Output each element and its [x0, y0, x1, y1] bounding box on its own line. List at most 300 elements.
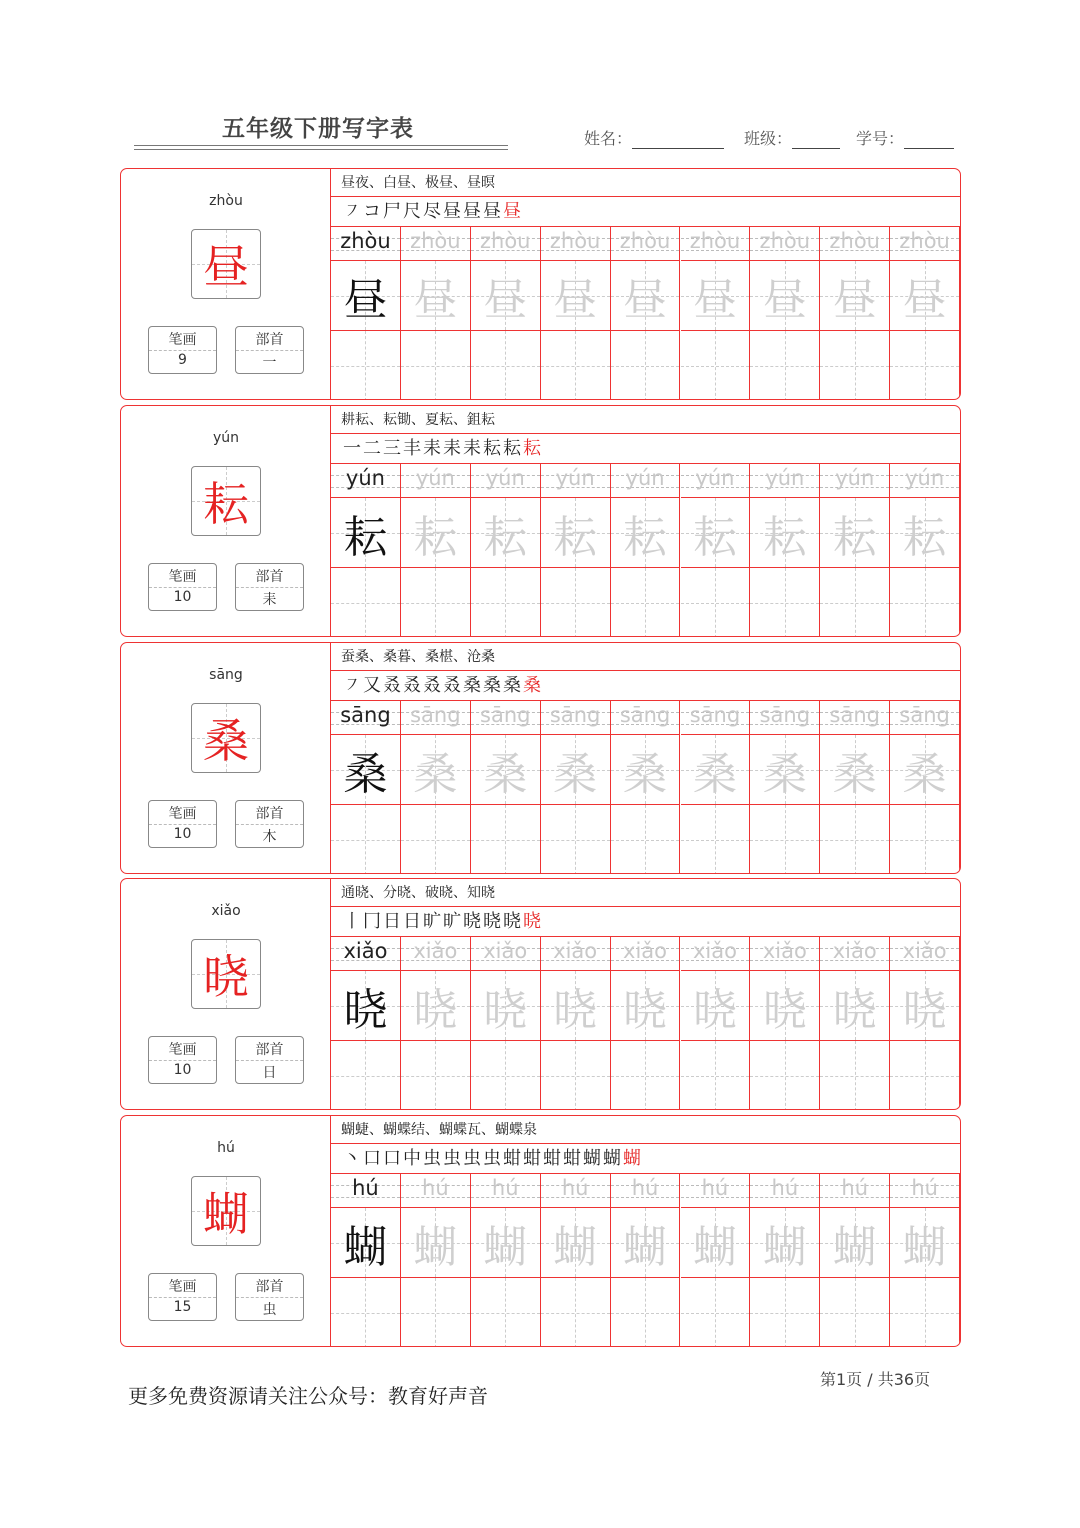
char-cell[interactable]	[820, 971, 890, 1041]
blank-practice-cell[interactable]	[541, 568, 611, 637]
pinyin-cell[interactable]	[890, 464, 960, 498]
stroke-count-label: 笔画	[149, 1276, 216, 1298]
pinyin-cell[interactable]	[401, 1174, 471, 1208]
char-trace: 蝴	[692, 1221, 737, 1273]
stroke-step: 蚶	[543, 1148, 563, 1169]
pinyin-trace: sāng	[410, 703, 461, 727]
blank-practice-cell[interactable]	[820, 1041, 890, 1110]
character-card	[120, 642, 961, 874]
char-cell[interactable]	[471, 261, 541, 331]
char-cell[interactable]	[820, 735, 890, 805]
pinyin-trace: xiǎo	[413, 939, 458, 963]
model-char-box	[191, 466, 261, 536]
stroke-step: 昼	[463, 201, 483, 222]
char-cell[interactable]	[750, 735, 820, 805]
blank-practice-cell[interactable]	[681, 1278, 751, 1347]
pinyin-cell[interactable]	[541, 464, 611, 498]
pinyin-trace: sāng	[480, 703, 531, 727]
pinyin-trace: xiǎo	[762, 939, 807, 963]
pinyin-cell[interactable]	[750, 464, 820, 498]
char-cell[interactable]	[890, 735, 960, 805]
char-trace: 晓	[623, 984, 668, 1036]
blank-practice-cell[interactable]	[681, 568, 751, 637]
character-card	[120, 405, 961, 637]
stroke-step: 三	[383, 438, 403, 459]
stroke-count-value: 15	[173, 1299, 192, 1315]
pinyin-cell[interactable]	[331, 701, 401, 735]
pinyin-cell[interactable]	[471, 701, 541, 735]
pinyin-cell[interactable]	[820, 937, 890, 971]
blank-practice-cell[interactable]	[471, 331, 541, 400]
stroke-step: 口	[363, 1148, 383, 1169]
stroke-step: 耘	[483, 438, 503, 459]
pinyin-trace: hú	[491, 1176, 519, 1200]
stroke-count-box	[148, 800, 217, 848]
char-cell[interactable]	[750, 971, 820, 1041]
stroke-step: 尺	[403, 201, 423, 222]
character-card	[120, 168, 961, 400]
pinyin-trace: yún	[345, 466, 385, 490]
char-cell[interactable]	[401, 971, 471, 1041]
char-trace: 晓	[413, 984, 458, 1036]
radical-label: 部首	[236, 1276, 303, 1298]
blank-practice-cell[interactable]	[401, 805, 471, 874]
char-cell[interactable]	[681, 971, 751, 1041]
blank-practice-cell[interactable]	[611, 568, 681, 637]
blank-practice-cell[interactable]	[750, 1278, 820, 1347]
stroke-step: 丨	[343, 911, 363, 932]
pinyin-cell[interactable]	[331, 464, 401, 498]
stroke-step: 晓	[483, 911, 503, 932]
practice-panel	[331, 879, 961, 1109]
char-trace: 晓	[553, 984, 598, 1036]
pinyin-cell[interactable]	[401, 937, 471, 971]
class-blank[interactable]	[792, 129, 840, 149]
stroke-step: 二	[363, 438, 383, 459]
pinyin-cell[interactable]	[331, 937, 401, 971]
pinyin-trace: zhòu	[899, 229, 950, 253]
pinyin-cell[interactable]	[681, 464, 751, 498]
char-cell[interactable]	[820, 1208, 890, 1278]
char-cell[interactable]	[401, 261, 471, 331]
pinyin-trace: hú	[771, 1176, 799, 1200]
pinyin-cell[interactable]	[611, 464, 681, 498]
pinyin-trace: zhòu	[340, 229, 391, 253]
char-cell[interactable]	[401, 498, 471, 568]
student-id-field[interactable]	[856, 126, 954, 149]
blank-practice-cell[interactable]	[820, 568, 890, 637]
practice-grid	[331, 464, 961, 637]
char-cell[interactable]	[331, 971, 401, 1041]
char-trace: 桑	[343, 748, 388, 800]
blank-practice-cell[interactable]	[471, 1041, 541, 1110]
radical-value: 木	[262, 829, 277, 845]
stroke-step: 晓	[503, 911, 523, 932]
pinyin-cell[interactable]	[681, 937, 751, 971]
stroke-step: 蝴	[583, 1148, 603, 1169]
char-trace: 蝴	[762, 1221, 807, 1273]
pinyin-cell[interactable]	[750, 227, 820, 261]
stroke-step: 蚶	[523, 1148, 543, 1169]
stroke-step: 昼	[503, 201, 523, 222]
blank-practice-cell[interactable]	[331, 805, 401, 874]
stroke-step: 旷	[443, 911, 463, 932]
model-char-box	[191, 703, 261, 773]
radical-value: 一	[262, 355, 277, 371]
stroke-step: 耘	[503, 438, 523, 459]
char-cell[interactable]	[750, 1208, 820, 1278]
model-char: 耘	[203, 477, 249, 531]
char-cell[interactable]	[541, 261, 611, 331]
stroke-step: 叒	[423, 675, 443, 696]
char-trace: 昼	[623, 274, 668, 326]
radical-box	[235, 563, 304, 611]
char-cell[interactable]	[890, 498, 960, 568]
char-cell[interactable]	[331, 1208, 401, 1278]
character-card	[120, 878, 961, 1110]
blank-practice-cell[interactable]	[681, 1041, 751, 1110]
pinyin-trace: sāng	[689, 703, 741, 727]
char-trace: 昼	[553, 274, 598, 326]
blank-practice-cell[interactable]	[890, 568, 960, 637]
pinyin-cell[interactable]	[541, 937, 611, 971]
stroke-step: 叒	[403, 675, 423, 696]
char-cell[interactable]	[750, 261, 820, 331]
char-info-panel	[121, 879, 331, 1109]
char-cell[interactable]	[890, 261, 960, 331]
stroke-step: 耘	[523, 438, 543, 459]
pinyin-cell[interactable]	[820, 701, 890, 735]
pinyin-trace: xiǎo	[343, 939, 388, 963]
char-cell[interactable]	[681, 1208, 751, 1278]
pinyin-trace: zhòu	[549, 229, 601, 253]
char-cell[interactable]	[611, 498, 681, 568]
char-cell[interactable]	[611, 735, 681, 805]
char-cell[interactable]	[681, 261, 751, 331]
char-trace: 耘	[692, 511, 737, 563]
pinyin-trace: sāng	[549, 703, 601, 727]
pinyin-label: yún	[212, 430, 240, 446]
char-trace: 耘	[413, 511, 458, 563]
pinyin-trace: zhòu	[759, 229, 811, 253]
stroke-step: 叒	[443, 675, 463, 696]
name-label: 姓名：	[584, 129, 633, 148]
pinyin-trace: yún	[625, 466, 665, 490]
pinyin-cell[interactable]	[820, 1174, 890, 1208]
pinyin-label: zhòu	[209, 193, 243, 209]
stroke-count-value: 10	[173, 1062, 192, 1078]
pinyin-cell[interactable]	[820, 227, 890, 261]
stroke-step: 蚶	[563, 1148, 583, 1169]
char-trace: 桑	[413, 748, 458, 800]
pinyin-trace: zhòu	[619, 229, 671, 253]
char-cell[interactable]	[471, 498, 541, 568]
char-trace: 昼	[902, 274, 947, 326]
blank-practice-cell[interactable]	[820, 805, 890, 874]
stroke-order	[331, 1144, 961, 1174]
blank-practice-cell[interactable]	[401, 1278, 471, 1347]
blank-practice-cell[interactable]	[611, 805, 681, 874]
blank-practice-cell[interactable]	[611, 1278, 681, 1347]
pinyin-cell[interactable]	[750, 701, 820, 735]
pinyin-trace: sāng	[619, 703, 671, 727]
char-trace: 晓	[902, 984, 947, 1036]
pinyin-cell[interactable]	[541, 227, 611, 261]
model-char: 晓	[203, 950, 249, 1004]
stroke-step: 尸	[383, 201, 403, 222]
char-cell[interactable]	[331, 735, 401, 805]
char-trace: 耘	[483, 511, 528, 563]
char-cell[interactable]	[611, 1208, 681, 1278]
char-cell[interactable]	[681, 735, 751, 805]
char-trace: 桑	[902, 748, 947, 800]
pinyin-cell[interactable]	[681, 701, 751, 735]
char-cell[interactable]	[750, 498, 820, 568]
pinyin-cell[interactable]	[820, 464, 890, 498]
pinyin-cell[interactable]	[890, 701, 960, 735]
stroke-count-label: 笔画	[149, 803, 216, 825]
char-cell[interactable]	[401, 1208, 471, 1278]
blank-practice-cell[interactable]	[890, 331, 960, 400]
model-char: 昼	[203, 240, 249, 294]
blank-practice-cell[interactable]	[541, 1278, 611, 1347]
stroke-step: ㇇	[343, 201, 363, 222]
id-blank[interactable]	[904, 129, 954, 149]
word-list: 耕耘、耘锄、夏耘、鉏耘	[331, 406, 961, 434]
blank-practice-cell[interactable]	[681, 331, 751, 400]
char-cell[interactable]	[471, 971, 541, 1041]
pinyin-trace: yún	[555, 466, 595, 490]
blank-practice-cell[interactable]	[471, 1278, 541, 1347]
model-char-box	[191, 229, 261, 299]
radical-box	[235, 1036, 304, 1084]
blank-practice-cell[interactable]	[401, 1041, 471, 1110]
char-info-panel	[121, 643, 331, 873]
title-underline-2	[134, 149, 508, 150]
pinyin-trace: hú	[561, 1176, 589, 1200]
pinyin-trace: yún	[835, 466, 875, 490]
char-cell[interactable]	[611, 971, 681, 1041]
pinyin-cell[interactable]	[471, 227, 541, 261]
stroke-count-value: 10	[173, 589, 192, 605]
pinyin-cell[interactable]	[681, 1174, 751, 1208]
stroke-step: 虫	[443, 1148, 463, 1169]
char-cell[interactable]	[541, 498, 611, 568]
blank-practice-cell[interactable]	[471, 568, 541, 637]
blank-practice-cell[interactable]	[331, 1278, 401, 1347]
pinyin-cell[interactable]	[890, 227, 960, 261]
char-info-panel	[121, 1116, 331, 1346]
blank-practice-cell[interactable]	[331, 568, 401, 637]
char-trace: 桑	[483, 748, 528, 800]
stroke-step: 日	[383, 911, 403, 932]
pinyin-trace: sāng	[759, 703, 811, 727]
pinyin-trace: zhòu	[410, 229, 461, 253]
char-trace: 蝴	[623, 1221, 668, 1273]
blank-practice-cell[interactable]	[890, 1041, 960, 1110]
model-char: 桑	[203, 714, 249, 768]
practice-grid	[331, 1174, 961, 1347]
char-trace: 桑	[553, 748, 598, 800]
char-trace: 昼	[762, 274, 807, 326]
stroke-step: 丶	[343, 1148, 363, 1169]
pinyin-trace: yún	[905, 466, 945, 490]
blank-practice-cell[interactable]	[541, 805, 611, 874]
char-cell[interactable]	[541, 1208, 611, 1278]
pinyin-cell[interactable]	[471, 1174, 541, 1208]
radical-value: 日	[262, 1065, 277, 1081]
char-trace: 耘	[553, 511, 598, 563]
blank-practice-cell[interactable]	[401, 568, 471, 637]
class-field[interactable]	[744, 126, 840, 149]
pinyin-cell[interactable]	[681, 227, 751, 261]
pinyin-cell[interactable]	[611, 701, 681, 735]
radical-box	[235, 326, 304, 374]
pinyin-cell[interactable]	[401, 701, 471, 735]
char-cell[interactable]	[890, 971, 960, 1041]
name-field[interactable]	[584, 126, 724, 149]
stroke-step: 桑	[463, 675, 483, 696]
char-trace: 晓	[692, 984, 737, 1036]
blank-practice-cell[interactable]	[541, 331, 611, 400]
model-char-box	[191, 1176, 261, 1246]
char-cell[interactable]	[611, 261, 681, 331]
pinyin-cell[interactable]	[331, 227, 401, 261]
char-cell[interactable]	[541, 735, 611, 805]
word-list: 通晓、分晓、破晓、知晓	[331, 879, 961, 907]
blank-practice-cell[interactable]	[750, 805, 820, 874]
pinyin-cell[interactable]	[471, 937, 541, 971]
pinyin-trace: hú	[911, 1176, 938, 1200]
practice-panel	[331, 406, 961, 636]
char-trace: 耘	[832, 511, 877, 563]
word-list: 昼夜、白昼、极昼、昼暝	[331, 169, 961, 197]
practice-panel	[331, 643, 961, 873]
blank-practice-cell[interactable]	[471, 805, 541, 874]
pinyin-cell[interactable]	[750, 1174, 820, 1208]
stroke-count-label: 笔画	[149, 566, 216, 588]
char-trace: 蝴	[413, 1221, 458, 1273]
stroke-count-box	[148, 326, 217, 374]
pinyin-cell[interactable]	[611, 937, 681, 971]
pinyin-trace: zhòu	[689, 229, 741, 253]
char-cell[interactable]	[820, 261, 890, 331]
pinyin-cell[interactable]	[750, 937, 820, 971]
char-trace: 昼	[343, 274, 388, 326]
blank-practice-cell[interactable]	[541, 1041, 611, 1110]
pinyin-cell[interactable]	[401, 227, 471, 261]
pinyin-trace: xiǎo	[553, 939, 598, 963]
pinyin-cell[interactable]	[890, 1174, 960, 1208]
radical-label: 部首	[236, 803, 303, 825]
pinyin-label: sāng	[209, 667, 243, 683]
pinyin-cell[interactable]	[890, 937, 960, 971]
radical-box	[235, 800, 304, 848]
blank-practice-cell[interactable]	[401, 331, 471, 400]
pinyin-trace: hú	[422, 1176, 449, 1200]
blank-practice-cell[interactable]	[681, 805, 751, 874]
char-cell[interactable]	[401, 735, 471, 805]
char-trace: 蝴	[553, 1221, 598, 1273]
stroke-step: 昼	[483, 201, 503, 222]
char-cell[interactable]	[890, 1208, 960, 1278]
stroke-step: 又	[363, 675, 383, 696]
practice-grid	[331, 227, 961, 400]
blank-practice-cell[interactable]	[820, 1278, 890, 1347]
blank-practice-cell[interactable]	[750, 331, 820, 400]
pinyin-trace: xiǎo	[623, 939, 668, 963]
word-list: 蚕桑、桑暮、桑椹、沧桑	[331, 643, 961, 671]
radical-label: 部首	[236, 1039, 303, 1061]
practice-panel	[331, 169, 961, 399]
stroke-step: 耒	[463, 438, 483, 459]
blank-practice-cell[interactable]	[750, 568, 820, 637]
pinyin-trace: hú	[631, 1176, 659, 1200]
pinyin-cell[interactable]	[471, 464, 541, 498]
char-cell[interactable]	[471, 735, 541, 805]
pinyin-cell[interactable]	[541, 1174, 611, 1208]
stroke-step: 口	[383, 1148, 403, 1169]
pinyin-trace: hú	[841, 1176, 869, 1200]
blank-practice-cell[interactable]	[331, 331, 401, 400]
stroke-step: 蝴	[623, 1148, 643, 1169]
pinyin-trace: sāng	[340, 703, 391, 727]
char-trace: 晓	[483, 984, 528, 1036]
blank-practice-cell[interactable]	[611, 1041, 681, 1110]
char-cell[interactable]	[471, 1208, 541, 1278]
id-label: 学号：	[856, 129, 905, 148]
char-cell[interactable]	[681, 498, 751, 568]
blank-practice-cell[interactable]	[890, 805, 960, 874]
pinyin-label: hú	[217, 1140, 235, 1156]
practice-grid	[331, 701, 961, 874]
pinyin-trace: sāng	[899, 703, 950, 727]
stroke-step: 桑	[523, 675, 543, 696]
stroke-step: 尽	[423, 201, 443, 222]
stroke-order	[331, 197, 961, 227]
stroke-step: 虫	[463, 1148, 483, 1169]
stroke-step: ㇇	[343, 675, 363, 696]
char-cell[interactable]	[331, 498, 401, 568]
page-number: 第1页 / 共36页	[820, 1370, 931, 1389]
stroke-order	[331, 434, 961, 464]
pinyin-cell[interactable]	[401, 464, 471, 498]
blank-practice-cell[interactable]	[611, 331, 681, 400]
blank-practice-cell[interactable]	[820, 331, 890, 400]
stroke-step: 虫	[483, 1148, 503, 1169]
pinyin-cell[interactable]	[541, 701, 611, 735]
char-cell[interactable]	[331, 261, 401, 331]
char-info-panel	[121, 406, 331, 636]
blank-practice-cell[interactable]	[750, 1041, 820, 1110]
blank-practice-cell[interactable]	[890, 1278, 960, 1347]
char-trace: 耘	[623, 511, 668, 563]
char-cell[interactable]	[541, 971, 611, 1041]
name-blank[interactable]	[632, 129, 724, 149]
char-trace: 蝴	[343, 1221, 388, 1273]
stroke-count-value: 9	[178, 352, 187, 368]
stroke-step: コ	[363, 201, 383, 222]
radical-box	[235, 1273, 304, 1321]
pinyin-trace: yún	[695, 466, 735, 490]
char-cell[interactable]	[820, 498, 890, 568]
stroke-step: 耒	[443, 438, 463, 459]
pinyin-cell[interactable]	[611, 1174, 681, 1208]
blank-practice-cell[interactable]	[331, 1041, 401, 1110]
pinyin-cell[interactable]	[611, 227, 681, 261]
pinyin-cell[interactable]	[331, 1174, 401, 1208]
char-trace: 耘	[902, 511, 947, 563]
